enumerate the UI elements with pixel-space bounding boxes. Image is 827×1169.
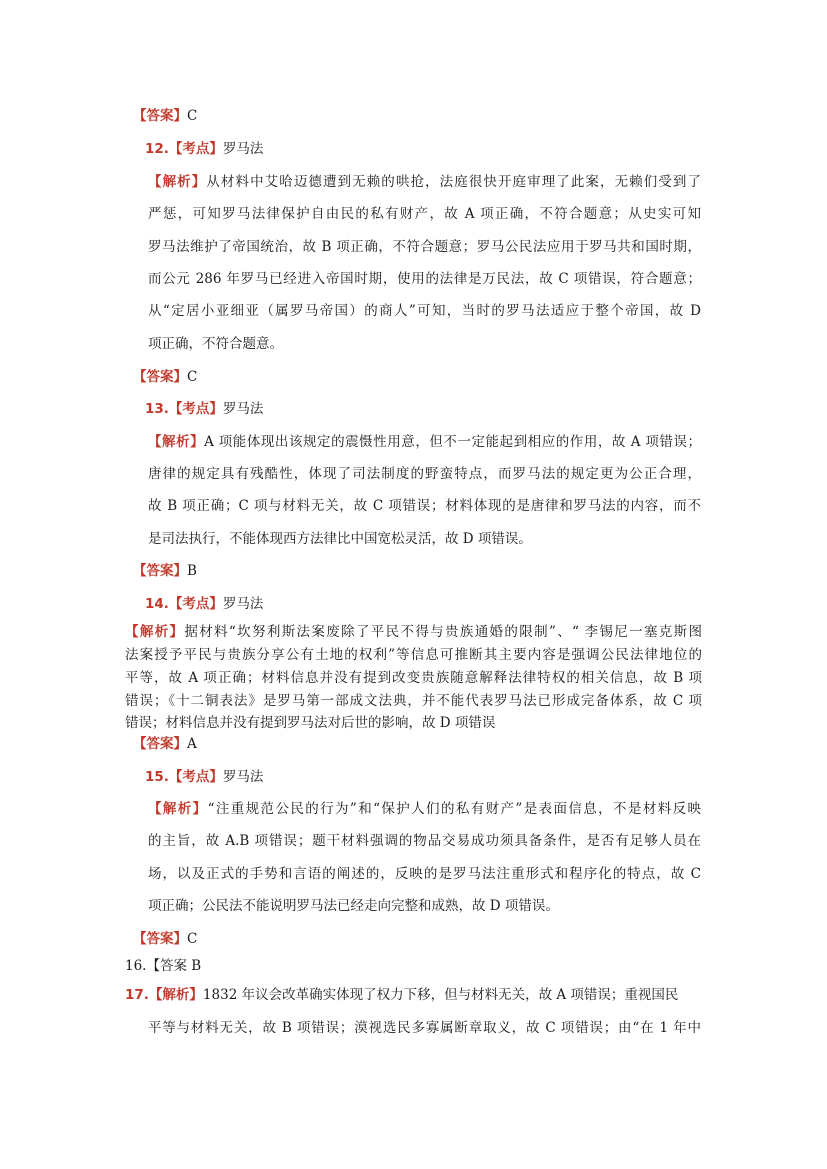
question-16-answer: 16.【答案 B <box>125 958 202 974</box>
answer-line <box>133 562 197 580</box>
answer-line <box>133 930 197 948</box>
point-tag: 【考点】 <box>168 401 223 417</box>
point-value: 罗马法 <box>222 401 264 417</box>
analysis-tag: 【解析】 <box>148 987 203 1003</box>
answer-value: C <box>187 108 198 124</box>
question-number: 13. <box>145 401 169 417</box>
answer-tag: 【答案】 <box>133 108 187 124</box>
point-value: 罗马法 <box>222 769 264 785</box>
point-value: 罗马法 <box>222 141 264 157</box>
analysis-line: 错误；材料信息并没有提到罗马法对后世的影响，故 D 项错误 <box>125 715 496 731</box>
point-tag: 【考点】 <box>168 141 223 157</box>
answer-tag: 【答案】 <box>133 931 187 947</box>
analysis-text: “注重规范公民的行为”和“保护人们的私有财产”是表面信息，不是材料反映 <box>207 801 702 817</box>
point-value: 罗马法 <box>222 596 264 612</box>
point-tag: 【考点】 <box>168 769 223 785</box>
analysis-line: 唐律的规定具有残酷性，体现了司法制度的野蛮特点，而罗马法的规定更为公正合理， <box>148 466 701 482</box>
analysis-text: 从材料中艾哈迈德遭到无赖的哄抢，法庭很快开庭审理了此案，无赖们受到了 <box>206 174 702 190</box>
question-14-header <box>145 595 263 613</box>
question-number: 14. <box>145 596 169 612</box>
analysis-line: 场，以及正式的手势和言语的阐述的，反映的是罗马法注重形式和程序化的特点，故 C <box>148 866 701 882</box>
question-number: 15. <box>145 769 169 785</box>
analysis-text: 1832 年议会改革确实体现了权力下移，但与材料无关，故 A 项错误；重视国民 <box>202 987 679 1003</box>
analysis-line <box>148 433 701 451</box>
analysis-text: A 项能体现出该规定的震慑性用意，但不一定能起到相应的作用，故 A 项错误； <box>204 434 702 450</box>
analysis-line: 法案授予平民与贵族分享公有土地的权利”等信息可推断其主要内容是强调公民法律地位的 <box>125 647 702 663</box>
analysis-line: 是司法执行，不能体现西方法律比中国宽松灵活，故 D 项错误。 <box>148 531 532 547</box>
question-13-header <box>145 400 263 418</box>
answer-line <box>133 368 197 386</box>
analysis-line: 平等与材料无关，故 B 项错误；漠视选民多寡属断章取义，故 C 项错误；由“在 1 年中 <box>148 1020 701 1036</box>
analysis-line: 严惩，可知罗马法律保护自由民的私有财产，故 A 项正确，不符合题意；从史实可知 <box>148 206 701 222</box>
analysis-line: 而公元 286 年罗马已经进入帝国时期，使用的法律是万民法，故 C 项错误，符合题意； <box>148 271 701 287</box>
analysis-tag: 【解析】 <box>125 624 185 640</box>
question-15-header <box>145 768 263 786</box>
answer-line <box>133 107 197 125</box>
answer-value: C <box>187 369 198 385</box>
analysis-line: 错误；《十二铜表法》是罗马第一部成文法典，并不能代表罗马法已形成完备体系，故 C 项 <box>125 693 702 709</box>
answer-tag: 【答案】 <box>133 563 187 579</box>
question-number: 12. <box>145 141 169 157</box>
question-17-line <box>125 986 678 1004</box>
answer-tag: 【答案】 <box>133 369 187 385</box>
answer-tag: 【答案】 <box>133 736 187 752</box>
analysis-tag: 【解析】 <box>148 801 208 817</box>
analysis-tag: 【解析】 <box>148 434 205 450</box>
question-12-header <box>145 140 263 158</box>
analysis-line: 从“定居小亚细亚（属罗马帝国）的商人”可知，当时的罗马法适应于整个帝国，故 D <box>148 303 701 319</box>
analysis-line <box>125 623 702 641</box>
answer-value: A <box>187 736 197 752</box>
analysis-text: 据材料“坎努利斯法案废除了平民不得与贵族通婚的限制”、“ 李锡尼一塞克斯图 <box>184 624 703 640</box>
analysis-line <box>148 173 701 191</box>
point-tag: 【考点】 <box>168 596 223 612</box>
analysis-line: 罗马法维护了帝国统治，故 B 项正确，不符合题意；罗马公民法应用于罗马共和国时期， <box>148 239 701 255</box>
answer-value: B <box>187 563 197 579</box>
answer-line <box>133 735 197 753</box>
analysis-tag: 【解析】 <box>148 174 207 190</box>
analysis-line: 项正确；公民法不能说明罗马法已经走向完整和成熟，故 D 项错误。 <box>148 898 559 914</box>
answer-value: C <box>187 931 198 947</box>
analysis-line <box>148 800 701 818</box>
analysis-line: 故 B 项正确；C 项与材料无关，故 C 项错误；材料体现的是唐律和罗马法的内容，而不 <box>148 498 701 514</box>
analysis-line: 项正确，不符合题意。 <box>148 336 283 352</box>
analysis-line: 的主旨，故 A.B 项错误；题干材料强调的物品交易成功须具备条件，是否有足够人员在 <box>148 833 701 849</box>
question-number: 17. <box>125 987 149 1003</box>
analysis-line: 平等，故 A 项正确；材料信息并没有提到改变贵族随意解释法律特权的相关信息，故 B 项 <box>125 670 702 686</box>
